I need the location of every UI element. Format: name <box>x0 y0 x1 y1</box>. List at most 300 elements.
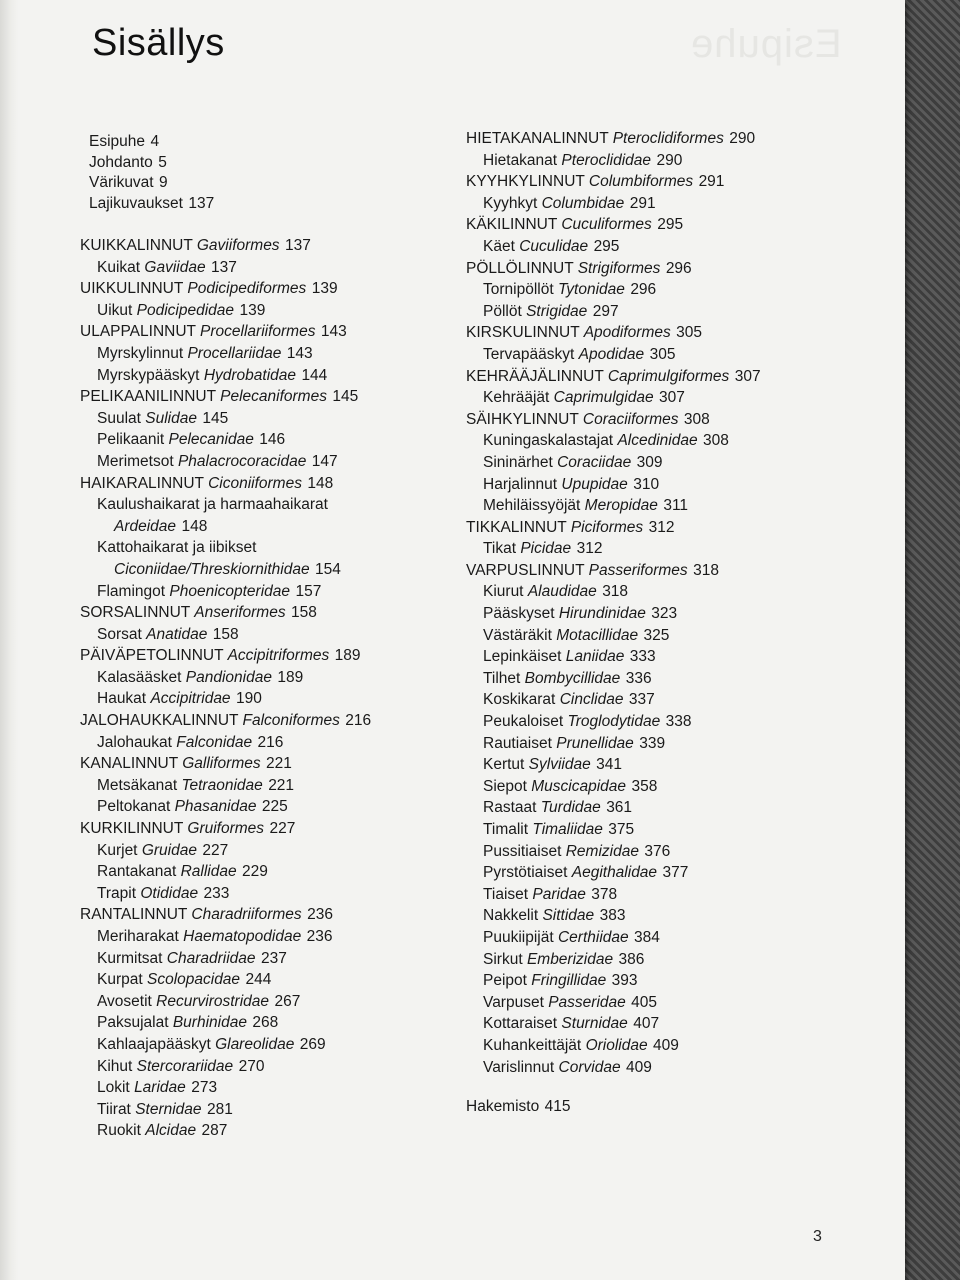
entry-scientific-name: Rallidae <box>180 863 237 881</box>
entry-scientific-name: Alaudidae <box>527 583 597 601</box>
entry-scientific-name: Hirundinidae <box>558 605 646 623</box>
entry-name: Kurmitsat <box>97 949 163 967</box>
entry-page: 290 <box>729 130 756 147</box>
toc-left-column <box>80 132 460 1142</box>
entry-name: Kalasääsket <box>97 668 182 686</box>
entry-scientific-name: Falconidae <box>176 733 253 751</box>
toc-family-entry <box>466 452 866 474</box>
entry-name: Metsäkanat <box>97 776 178 794</box>
entry-name: Kuhankeittäjät <box>483 1036 582 1054</box>
entry-scientific-name: Pteroclidiformes <box>612 130 724 147</box>
entry-page: 145 <box>332 388 359 406</box>
page-title: Sisällys <box>92 22 225 64</box>
entry-page: 9 <box>159 174 168 191</box>
entry-page: 216 <box>345 712 372 730</box>
entry-scientific-name: Corvidae <box>558 1058 621 1076</box>
entry-scientific-name: Sittidae <box>542 907 595 925</box>
entry-scientific-name: Muscicapidae <box>531 777 627 795</box>
toc-order-entry <box>80 645 460 667</box>
entry-page: 305 <box>676 324 703 342</box>
entry-name: Myrskylinnut <box>97 344 184 362</box>
page-number: 3 <box>813 1228 822 1245</box>
toc-right-column <box>466 128 866 1118</box>
entry-scientific-name: Oriolidae <box>585 1036 648 1054</box>
entry-page: 189 <box>334 647 361 665</box>
entry-scientific-name: Paridae <box>532 885 586 903</box>
entry-scientific-name: Passeriformes <box>588 561 688 579</box>
entry-name: Paksujalat <box>97 1014 169 1032</box>
entry-name: KURKILINNUT <box>80 820 184 838</box>
toc-family-entry <box>466 754 866 776</box>
entry-scientific-name: Pelecanidae <box>168 431 254 449</box>
toc-family-entry <box>466 949 866 971</box>
entry-page: 143 <box>286 344 313 362</box>
entry-name: KEHRÄÄJÄLINNUT <box>466 367 604 385</box>
toc-family-entry <box>466 581 866 603</box>
toc-family-entry <box>80 343 460 365</box>
entry-name: Merimetsot <box>97 452 174 470</box>
entry-scientific-name: Phasanidae <box>174 798 257 816</box>
entry-name: Kihut <box>97 1057 133 1075</box>
entry-scientific-name: Upupidae <box>561 475 628 493</box>
entry-name: Kahlaajapääskyt <box>97 1035 211 1053</box>
entry-page: 216 <box>257 733 284 751</box>
toc-family-entry <box>80 408 460 430</box>
entry-name: Puukiipijät <box>483 928 554 946</box>
entry-name: TIKKALINNUT <box>466 518 567 536</box>
entry-name: Ruokit <box>97 1122 141 1140</box>
entry-name: Sorsat <box>97 625 142 643</box>
toc-family-entry <box>466 776 866 798</box>
toc-family-entry <box>466 1035 866 1057</box>
entry-name: Siepot <box>483 777 527 795</box>
entry-page: 307 <box>734 367 761 385</box>
toc-family-entry <box>80 667 460 689</box>
entry-page: 237 <box>260 949 287 967</box>
entry-scientific-name: Sulidae <box>145 409 197 427</box>
entry-scientific-name: Piciformes <box>570 518 644 536</box>
entry-scientific-name: Podicipediformes <box>187 280 307 298</box>
entry-name: Kiurut <box>483 583 524 601</box>
entry-name: KÄKILINNUT <box>466 216 558 234</box>
entry-scientific-name: Meropidae <box>584 497 658 515</box>
entry-scientific-name: Scolopacidae <box>146 971 241 989</box>
entry-name: PELIKAANILINNUT <box>80 388 216 406</box>
entry-name: Värikuvat <box>89 174 154 191</box>
entry-scientific-name: Gruidae <box>141 841 197 859</box>
entry-name: Kuikat <box>97 258 141 276</box>
entry-scientific-name: Otididae <box>140 884 199 902</box>
entry-page: 311 <box>663 497 689 515</box>
toc-order-entry <box>466 171 866 193</box>
entry-page: 318 <box>693 561 719 579</box>
entry-scientific-name: Pelecaniformes <box>220 388 327 406</box>
toc-order-entry <box>466 258 866 280</box>
entry-scientific-name: Phalacrocoracidae <box>177 452 307 470</box>
entry-page: 295 <box>657 216 684 234</box>
entry-name: Tikat <box>483 540 517 558</box>
toc-family-entry <box>80 840 460 862</box>
toc-order-entry <box>80 473 460 495</box>
entry-name: HIETAKANALINNUT <box>466 130 609 147</box>
entry-page: 221 <box>266 755 292 773</box>
entry-name: KANALINNUT <box>80 755 178 773</box>
entry-page: 377 <box>662 864 689 882</box>
entry-name: Trapit <box>97 884 137 902</box>
entry-name: UIKKULINNUT <box>80 280 184 298</box>
bleed-through-text: Esipuhe <box>690 22 842 66</box>
entry-scientific-name: Charadriiformes <box>191 906 302 924</box>
entry-page: 147 <box>311 452 338 470</box>
entry-scientific-name: Coraciiformes <box>582 410 679 428</box>
entry-page: 236 <box>307 906 333 924</box>
entry-name: PÄIVÄPETOLINNUT <box>80 647 224 665</box>
entry-page: 137 <box>211 258 237 276</box>
toc-family-entry <box>80 1012 460 1034</box>
entry-page: 221 <box>268 776 295 794</box>
toc-family-entry <box>466 927 866 949</box>
entry-page: 291 <box>698 173 725 191</box>
entry-scientific-name: Apodiformes <box>583 324 671 342</box>
toc-family-entry <box>466 236 866 258</box>
entry-name: Jalohaukat <box>97 733 172 751</box>
entry-name: Hietakanat <box>483 151 558 169</box>
entry-scientific-name: Cinclidae <box>559 691 624 709</box>
entry-page: 158 <box>212 625 239 643</box>
entry-scientific-name: Phoenicopteridae <box>169 582 291 600</box>
entry-scientific-name: Timaliidae <box>532 821 603 838</box>
page-spine <box>0 0 18 1280</box>
toc-family-entry <box>466 992 866 1014</box>
toc-front-entry <box>80 194 460 215</box>
entry-scientific-name: Certhiidae <box>557 928 629 946</box>
toc-left-list <box>80 235 460 1142</box>
entry-page: 296 <box>630 281 657 299</box>
entry-page: 287 <box>201 1122 228 1140</box>
entry-page: 154 <box>315 560 341 578</box>
toc-order-entry <box>80 386 460 408</box>
entry-name: SÄIHKYLINNUT <box>466 410 579 428</box>
entry-scientific-name: Falconiformes <box>242 712 340 730</box>
entry-page: 393 <box>611 972 638 990</box>
toc-front-entry <box>80 132 460 153</box>
entry-page: 358 <box>631 777 658 795</box>
entry-scientific-name: Laniidae <box>565 648 625 666</box>
entry-page: 297 <box>592 302 619 320</box>
toc-family-entry <box>466 689 866 711</box>
entry-name: Kurpat <box>97 971 143 989</box>
entry-scientific-name: Charadriidae <box>166 949 256 967</box>
entry-name: Nakkelit <box>483 907 539 925</box>
toc-family-entry <box>466 819 866 841</box>
entry-name: Tervapääskyt <box>483 345 575 363</box>
toc-family-entry <box>466 603 866 625</box>
entry-page: 229 <box>242 863 268 881</box>
toc-family-entry <box>80 775 460 797</box>
entry-page: 318 <box>602 583 629 601</box>
toc-family-entry <box>80 1120 460 1142</box>
entry-name: Lokit <box>97 1079 130 1097</box>
entry-scientific-name: Caprimulgiformes <box>607 367 730 385</box>
entry-name: Peltokanat <box>97 798 171 816</box>
entry-page: 337 <box>628 691 655 709</box>
entry-name: Käet <box>483 237 515 255</box>
entry-scientific-name: Glareolidae <box>215 1035 295 1053</box>
toc-family-entry <box>466 668 866 690</box>
entry-name: Lajikuvaukset <box>89 194 183 212</box>
entry-name: Kertut <box>483 756 525 774</box>
entry-page: 236 <box>306 928 333 945</box>
entry-scientific-name: Cuculiformes <box>561 216 652 234</box>
entry-scientific-name: Alcidae <box>145 1122 197 1140</box>
entry-name: Kaulushaikarat ja harmaahaikarat <box>97 496 328 514</box>
toc-family-entry <box>466 495 866 517</box>
entry-page: 409 <box>625 1058 652 1076</box>
entry-name: Kattohaikarat ja iibikset <box>97 539 257 557</box>
entry-name: Pääskyset <box>483 605 555 623</box>
entry-page: 268 <box>252 1014 279 1032</box>
entry-scientific-name: Gruiformes <box>187 820 265 838</box>
entry-page: 341 <box>596 756 622 774</box>
entry-page: 310 <box>633 475 660 493</box>
toc-order-entry <box>466 322 866 344</box>
entry-page: 405 <box>631 993 658 1011</box>
entry-scientific-name: Anseriformes <box>194 604 286 622</box>
entry-page: 336 <box>625 669 652 687</box>
entry-scientific-name: Alcedinidae <box>617 432 698 450</box>
entry-name: Tornipöllöt <box>483 281 554 299</box>
toc-family-entry <box>466 1057 866 1079</box>
section-gap <box>80 214 460 235</box>
toc-order-entry <box>80 904 460 926</box>
entry-name: Sirkut <box>483 950 523 968</box>
entry-scientific-name: Burhinidae <box>172 1014 247 1032</box>
toc-family-entry <box>80 883 460 905</box>
entry-name: Uikut <box>97 301 133 319</box>
entry-page: 378 <box>591 885 618 903</box>
toc-family-entry <box>466 625 866 647</box>
entry-name: Harjalinnut <box>483 475 558 493</box>
entry-scientific-name: Strigidae <box>526 302 588 320</box>
entry-scientific-name: Prunellidae <box>556 734 634 752</box>
toc-family-entry <box>466 1013 866 1035</box>
entry-name: Koskikarat <box>483 691 556 709</box>
entry-name: Pelikaanit <box>97 431 165 449</box>
entry-page: 376 <box>644 842 671 860</box>
entry-scientific-name: Accipitriformes <box>227 647 330 665</box>
entry-page: 139 <box>239 301 266 319</box>
entry-name: Timalit <box>483 821 529 838</box>
toc-family-entry <box>80 1034 460 1056</box>
entry-name: Johdanto <box>89 153 153 171</box>
entry-page: 267 <box>274 992 301 1010</box>
entry-page: 339 <box>639 734 666 752</box>
entry-page: 312 <box>648 518 675 536</box>
entry-page: 291 <box>629 194 656 212</box>
toc-family-entry <box>466 905 866 927</box>
toc-order-entry <box>466 517 866 539</box>
entry-page: 227 <box>269 820 296 838</box>
toc-family-entry <box>80 796 460 818</box>
entry-page: 309 <box>636 453 663 471</box>
toc-family-entry <box>466 301 866 323</box>
entry-name: Pyrstötiaiset <box>483 864 568 882</box>
entry-scientific-name: Haematopodidae <box>183 928 302 945</box>
toc-family-entry <box>466 387 866 409</box>
entry-scientific-name: Tetraonidae <box>181 776 263 794</box>
toc-family-entry <box>466 150 866 172</box>
toc-family-entry <box>466 884 866 906</box>
entry-page: 233 <box>203 884 230 902</box>
toc-family-entry <box>80 300 460 322</box>
entry-page: 137 <box>284 237 311 254</box>
toc-order-entry <box>466 560 866 582</box>
entry-page: 409 <box>653 1036 679 1054</box>
entry-name: Tilhet <box>483 669 521 687</box>
entry-name: Avosetit <box>97 992 152 1010</box>
toc-family-entry <box>80 537 460 559</box>
entry-scientific-name: Fringillidae <box>531 972 607 990</box>
entry-page: 338 <box>665 713 692 731</box>
entry-name: VARPUSLINNUT <box>466 561 585 579</box>
entry-name: Kottaraiset <box>483 1015 558 1033</box>
toc-family-entry <box>80 1056 460 1078</box>
entry-name: Tiaiset <box>483 885 529 903</box>
toc-family-entry <box>80 494 460 516</box>
toc-family-entry <box>466 841 866 863</box>
entry-name: PÖLLÖLINNUT <box>466 259 574 277</box>
entry-name: HAIKARALINNUT <box>80 474 204 492</box>
entry-scientific-name: Pteroclididae <box>561 151 652 169</box>
entry-page: 312 <box>576 540 603 558</box>
toc-family-entry <box>80 861 460 883</box>
entry-scientific-name: Tytonidae <box>557 281 625 299</box>
entry-name: Västäräkit <box>483 626 552 644</box>
toc-family-entry <box>80 559 460 581</box>
entry-page: 308 <box>683 410 710 428</box>
toc-order-entry <box>80 321 460 343</box>
entry-scientific-name: Remizidae <box>565 842 639 860</box>
entry-page: 415 <box>544 1098 571 1116</box>
toc-order-entry <box>80 818 460 840</box>
entry-scientific-name: Podicipedidae <box>136 301 235 319</box>
toc-family-entry <box>80 991 460 1013</box>
entry-scientific-name: Turdidae <box>540 799 601 817</box>
toc-order-entry <box>466 366 866 388</box>
toc-family-entry <box>466 474 866 496</box>
entry-name: Haukat <box>97 690 147 708</box>
entry-name: Kehrääjät <box>483 389 550 407</box>
entry-name: Rastaat <box>483 799 537 817</box>
entry-name: KUIKKALINNUT <box>80 237 193 254</box>
toc-family-entry <box>466 970 866 992</box>
entry-scientific-name: Emberizidae <box>526 950 614 968</box>
entry-name: Flamingot <box>97 582 166 600</box>
toc-family-entry <box>80 365 460 387</box>
entry-scientific-name: Galliformes <box>182 755 261 773</box>
entry-name: Peipot <box>483 972 527 990</box>
entry-name: Lepinkäiset <box>483 648 562 666</box>
entry-page: 361 <box>606 799 633 817</box>
entry-scientific-name: Columbiformes <box>588 173 694 191</box>
toc-family-entry <box>80 451 460 473</box>
entry-page: 269 <box>299 1035 326 1053</box>
entry-page: 305 <box>649 345 676 363</box>
entry-page: 281 <box>206 1100 233 1118</box>
entry-name: JALOHAUKKALINNUT <box>80 712 239 730</box>
toc-family-entry <box>466 797 866 819</box>
entry-name: Rantakanat <box>97 863 177 881</box>
entry-scientific-name: Pandionidae <box>185 668 272 686</box>
entry-scientific-name: Cuculidae <box>519 237 589 255</box>
entry-scientific-name: Ciconiidae/Threskiornithidae <box>114 560 310 578</box>
entry-page: 143 <box>320 323 347 341</box>
entry-scientific-name: Ciconiiformes <box>208 474 302 492</box>
entry-name: Pussitiaiset <box>483 842 562 860</box>
toc-family-entry <box>466 733 866 755</box>
toc-family-entry <box>80 1099 460 1121</box>
entry-page: 333 <box>629 648 656 666</box>
entry-page: 386 <box>618 950 645 968</box>
entry-page: 158 <box>291 604 317 622</box>
toc-order-entry <box>80 235 460 257</box>
toc-family-entry <box>466 344 866 366</box>
toc-family-entry <box>466 862 866 884</box>
toc-entry-index <box>466 1096 866 1118</box>
entry-page: 375 <box>608 821 635 838</box>
toc-family-entry <box>80 516 460 538</box>
entry-name: Hakemisto <box>466 1098 540 1116</box>
entry-scientific-name: Hydrobatidae <box>203 366 297 384</box>
entry-page: 323 <box>651 605 678 623</box>
entry-page: 146 <box>259 431 286 449</box>
entry-page: 148 <box>307 474 334 492</box>
entry-name: Sininärhet <box>483 453 553 471</box>
entry-name: Varpuset <box>483 993 544 1011</box>
entry-name: ULAPPALINNUT <box>80 323 196 341</box>
entry-page: 225 <box>261 798 288 816</box>
entry-name: Myrskypääskyt <box>97 366 200 384</box>
toc-order-entry <box>80 710 460 732</box>
entry-page: 145 <box>202 409 229 427</box>
entry-page: 144 <box>301 366 328 384</box>
entry-page: 157 <box>295 582 322 600</box>
toc-family-entry <box>466 711 866 733</box>
entry-name: Meriharakat <box>97 928 179 945</box>
entry-name: Kuningaskalastajat <box>483 432 614 450</box>
toc-family-entry <box>466 279 866 301</box>
entry-scientific-name: Passeridae <box>548 993 626 1011</box>
toc-family-entry <box>80 969 460 991</box>
entry-name: Rautiaiset <box>483 734 552 752</box>
entry-scientific-name: Coraciidae <box>557 453 632 471</box>
entry-scientific-name: Aegithalidae <box>571 864 658 882</box>
entry-name: Suulat <box>97 409 141 427</box>
entry-name: RANTALINNUT <box>80 906 188 924</box>
entry-scientific-name: Procellariidae <box>187 344 282 362</box>
entry-page: 227 <box>202 841 229 859</box>
entry-scientific-name: Laridae <box>134 1079 186 1097</box>
entry-name: KIRSKULINNUT <box>466 324 580 342</box>
entry-scientific-name: Apodidae <box>578 345 645 363</box>
entry-page: 290 <box>656 151 683 169</box>
entry-name: Kurjet <box>97 841 138 859</box>
entry-page: 307 <box>659 389 685 407</box>
toc-front-entry <box>80 153 460 174</box>
entry-scientific-name: Procellariiformes <box>200 323 316 341</box>
toc-family-entry <box>466 646 866 668</box>
toc-family-entry <box>80 926 460 948</box>
